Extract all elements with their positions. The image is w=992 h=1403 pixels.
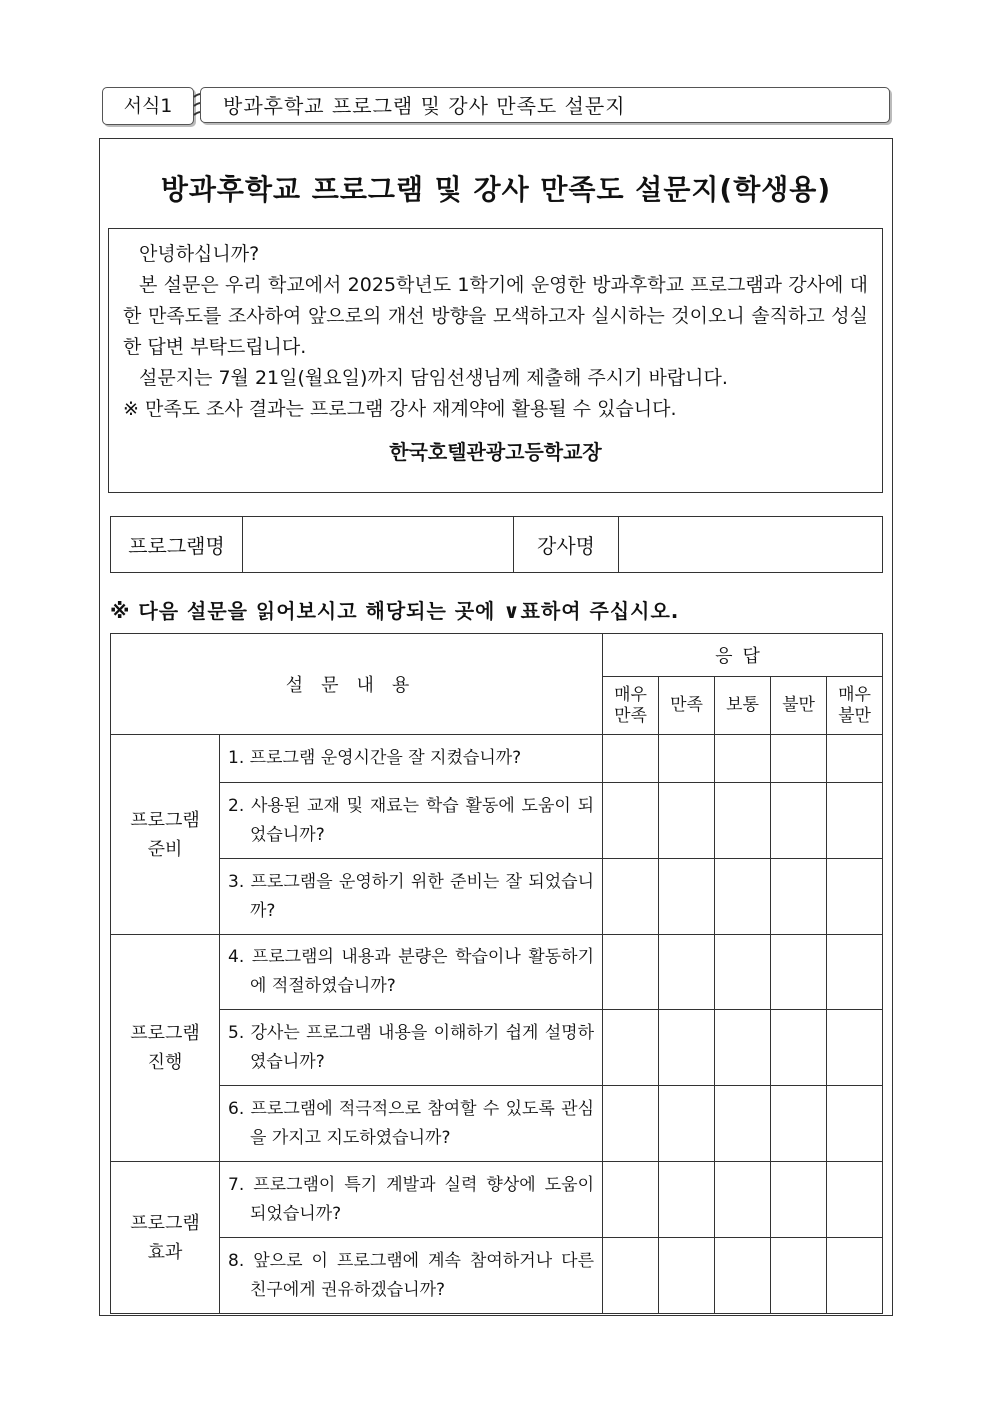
response-checkbox-cell[interactable]: [659, 1086, 715, 1162]
response-checkbox-cell[interactable]: [603, 935, 659, 1010]
survey-question-text: [220, 783, 603, 859]
form-header-title: 방과후학교 프로그램 및 강사 만족도 설문지: [200, 87, 890, 123]
intro-note: ※ 만족도 조사 결과는 프로그램 강사 재계약에 활용될 수 있습니다.: [123, 398, 677, 420]
response-checkbox-cell[interactable]: [771, 735, 827, 783]
response-checkbox-cell[interactable]: [827, 783, 883, 859]
survey-question-row: [111, 859, 883, 935]
program-info-table: [110, 516, 883, 573]
survey-content-header-text: 설문내용: [285, 675, 428, 696]
survey-question-label: 3. 프로그램을 운영하기 위한 준비는 잘 되었습니까?: [228, 871, 594, 921]
survey-question-text: [220, 1010, 603, 1086]
survey-question-row: [111, 735, 883, 783]
response-option-header: 매우 만족: [603, 677, 659, 735]
survey-question-label: 6. 프로그램에 적극적으로 참여할 수 있도록 관심을 가지고 지도하였습니까?: [228, 1098, 594, 1148]
survey-response-header-text: 응답: [715, 646, 770, 667]
response-checkbox-cell[interactable]: [659, 735, 715, 783]
survey-question-label: 5. 강사는 프로그램 내용을 이해하기 쉽게 설명하였습니까?: [228, 1022, 594, 1072]
response-checkbox-cell[interactable]: [715, 1086, 771, 1162]
response-checkbox-cell[interactable]: [603, 1162, 659, 1238]
survey-question-label: 1. 프로그램 운영시간을 잘 지켰습니까?: [228, 748, 522, 768]
response-checkbox-cell[interactable]: [827, 1162, 883, 1238]
intro-body: 본 설문은 우리 학교에서 2025학년도 1학기에 운영한 방과후학교 프로그램과 강사에 대한 만족도를 조사하여 앞으로의 개선 방향을 모색하고자 실시하는 것이오니 솔직하고 성실한 답변 부탁드립니다.: [123, 274, 868, 358]
survey-question-row: [111, 935, 883, 1010]
response-option-header: 매우 불만: [827, 677, 883, 735]
survey-question-row: [111, 1086, 883, 1162]
instructor-name-field[interactable]: [619, 517, 883, 573]
response-checkbox-cell[interactable]: [603, 859, 659, 935]
response-checkbox-cell[interactable]: [771, 859, 827, 935]
response-checkbox-cell[interactable]: [771, 1162, 827, 1238]
survey-question-text: [220, 935, 603, 1010]
response-checkbox-cell[interactable]: [715, 1162, 771, 1238]
survey-question-label: 4. 프로그램의 내용과 분량은 학습이나 활동하기에 적절하였습니까?: [228, 947, 594, 996]
survey-question-label: 7. 프로그램이 특기 계발과 실력 향상에 도움이 되었습니까?: [228, 1174, 594, 1224]
survey-question-row: [111, 1238, 883, 1314]
response-checkbox-cell[interactable]: [827, 935, 883, 1010]
response-checkbox-cell[interactable]: [659, 859, 715, 935]
survey-question-text: [220, 1086, 603, 1162]
response-checkbox-cell[interactable]: [827, 1010, 883, 1086]
response-checkbox-cell[interactable]: [715, 859, 771, 935]
response-checkbox-cell[interactable]: [715, 1010, 771, 1086]
intro-deadline: 설문지는 7월 21일(월요일)까지 담임선생님께 제출해 주시기 바랍니다.: [139, 367, 728, 389]
survey-question-row: [111, 783, 883, 859]
survey-instruction: ※ 다음 설문을 읽어보시고 해당되는 곳에 ∨표하여 주십시오.: [110, 599, 680, 623]
intro-box: [108, 228, 883, 493]
response-checkbox-cell[interactable]: [827, 1086, 883, 1162]
response-checkbox-cell[interactable]: [715, 935, 771, 1010]
response-checkbox-cell[interactable]: [603, 1010, 659, 1086]
survey-response-header: [603, 634, 883, 677]
school-signature: 한국호텔관광고등학교장: [389, 440, 602, 464]
survey-category-label: 프로그램 효과: [111, 1162, 220, 1314]
instructor-name-label: 강사명: [514, 517, 619, 573]
survey-question-text: [220, 859, 603, 935]
survey-question-text: [220, 735, 603, 783]
response-option-header: 보통: [715, 677, 771, 735]
response-checkbox-cell[interactable]: [771, 1010, 827, 1086]
survey-question-label: 8. 앞으로 이 프로그램에 계속 참여하거나 다른 친구에게 권유하겠습니까?: [228, 1250, 594, 1300]
page-title: 방과후학교 프로그램 및 강사 만족도 설문지(학생용): [160, 173, 832, 206]
response-checkbox-cell[interactable]: [827, 859, 883, 935]
response-checkbox-cell[interactable]: [659, 783, 715, 859]
intro-greeting: 안녕하십니까?: [139, 243, 260, 265]
response-checkbox-cell[interactable]: [715, 1238, 771, 1314]
form-header-tab: [102, 87, 892, 125]
survey-category-label: 프로그램 진행: [111, 935, 220, 1162]
survey-content-header: [111, 634, 603, 735]
survey-question-text: [220, 1238, 603, 1314]
response-checkbox-cell[interactable]: [659, 1238, 715, 1314]
survey-question-row: [111, 1010, 883, 1086]
response-checkbox-cell[interactable]: [603, 783, 659, 859]
response-checkbox-cell[interactable]: [603, 735, 659, 783]
survey-category-label: 프로그램 준비: [111, 735, 220, 935]
response-checkbox-cell[interactable]: [715, 735, 771, 783]
response-checkbox-cell[interactable]: [771, 1086, 827, 1162]
response-checkbox-cell[interactable]: [603, 1086, 659, 1162]
response-checkbox-cell[interactable]: [827, 1238, 883, 1314]
response-checkbox-cell[interactable]: [659, 1162, 715, 1238]
survey-table: [110, 633, 883, 1314]
response-checkbox-cell[interactable]: [715, 783, 771, 859]
response-checkbox-cell[interactable]: [771, 1238, 827, 1314]
response-checkbox-cell[interactable]: [771, 935, 827, 1010]
response-checkbox-cell[interactable]: [771, 783, 827, 859]
response-checkbox-cell[interactable]: [659, 1010, 715, 1086]
response-checkbox-cell[interactable]: [827, 735, 883, 783]
response-checkbox-cell[interactable]: [659, 935, 715, 1010]
form-number-label: 서식1: [102, 87, 194, 125]
response-option-header: 만족: [659, 677, 715, 735]
survey-question-label: 2. 사용된 교재 및 재료는 학습 활동에 도움이 되었습니까?: [228, 795, 594, 845]
response-option-header: 불만: [771, 677, 827, 735]
program-name-field[interactable]: [243, 517, 514, 573]
survey-question-text: [220, 1162, 603, 1238]
survey-question-row: [111, 1162, 883, 1238]
response-checkbox-cell[interactable]: [603, 1238, 659, 1314]
program-name-label: 프로그램명: [111, 517, 243, 573]
